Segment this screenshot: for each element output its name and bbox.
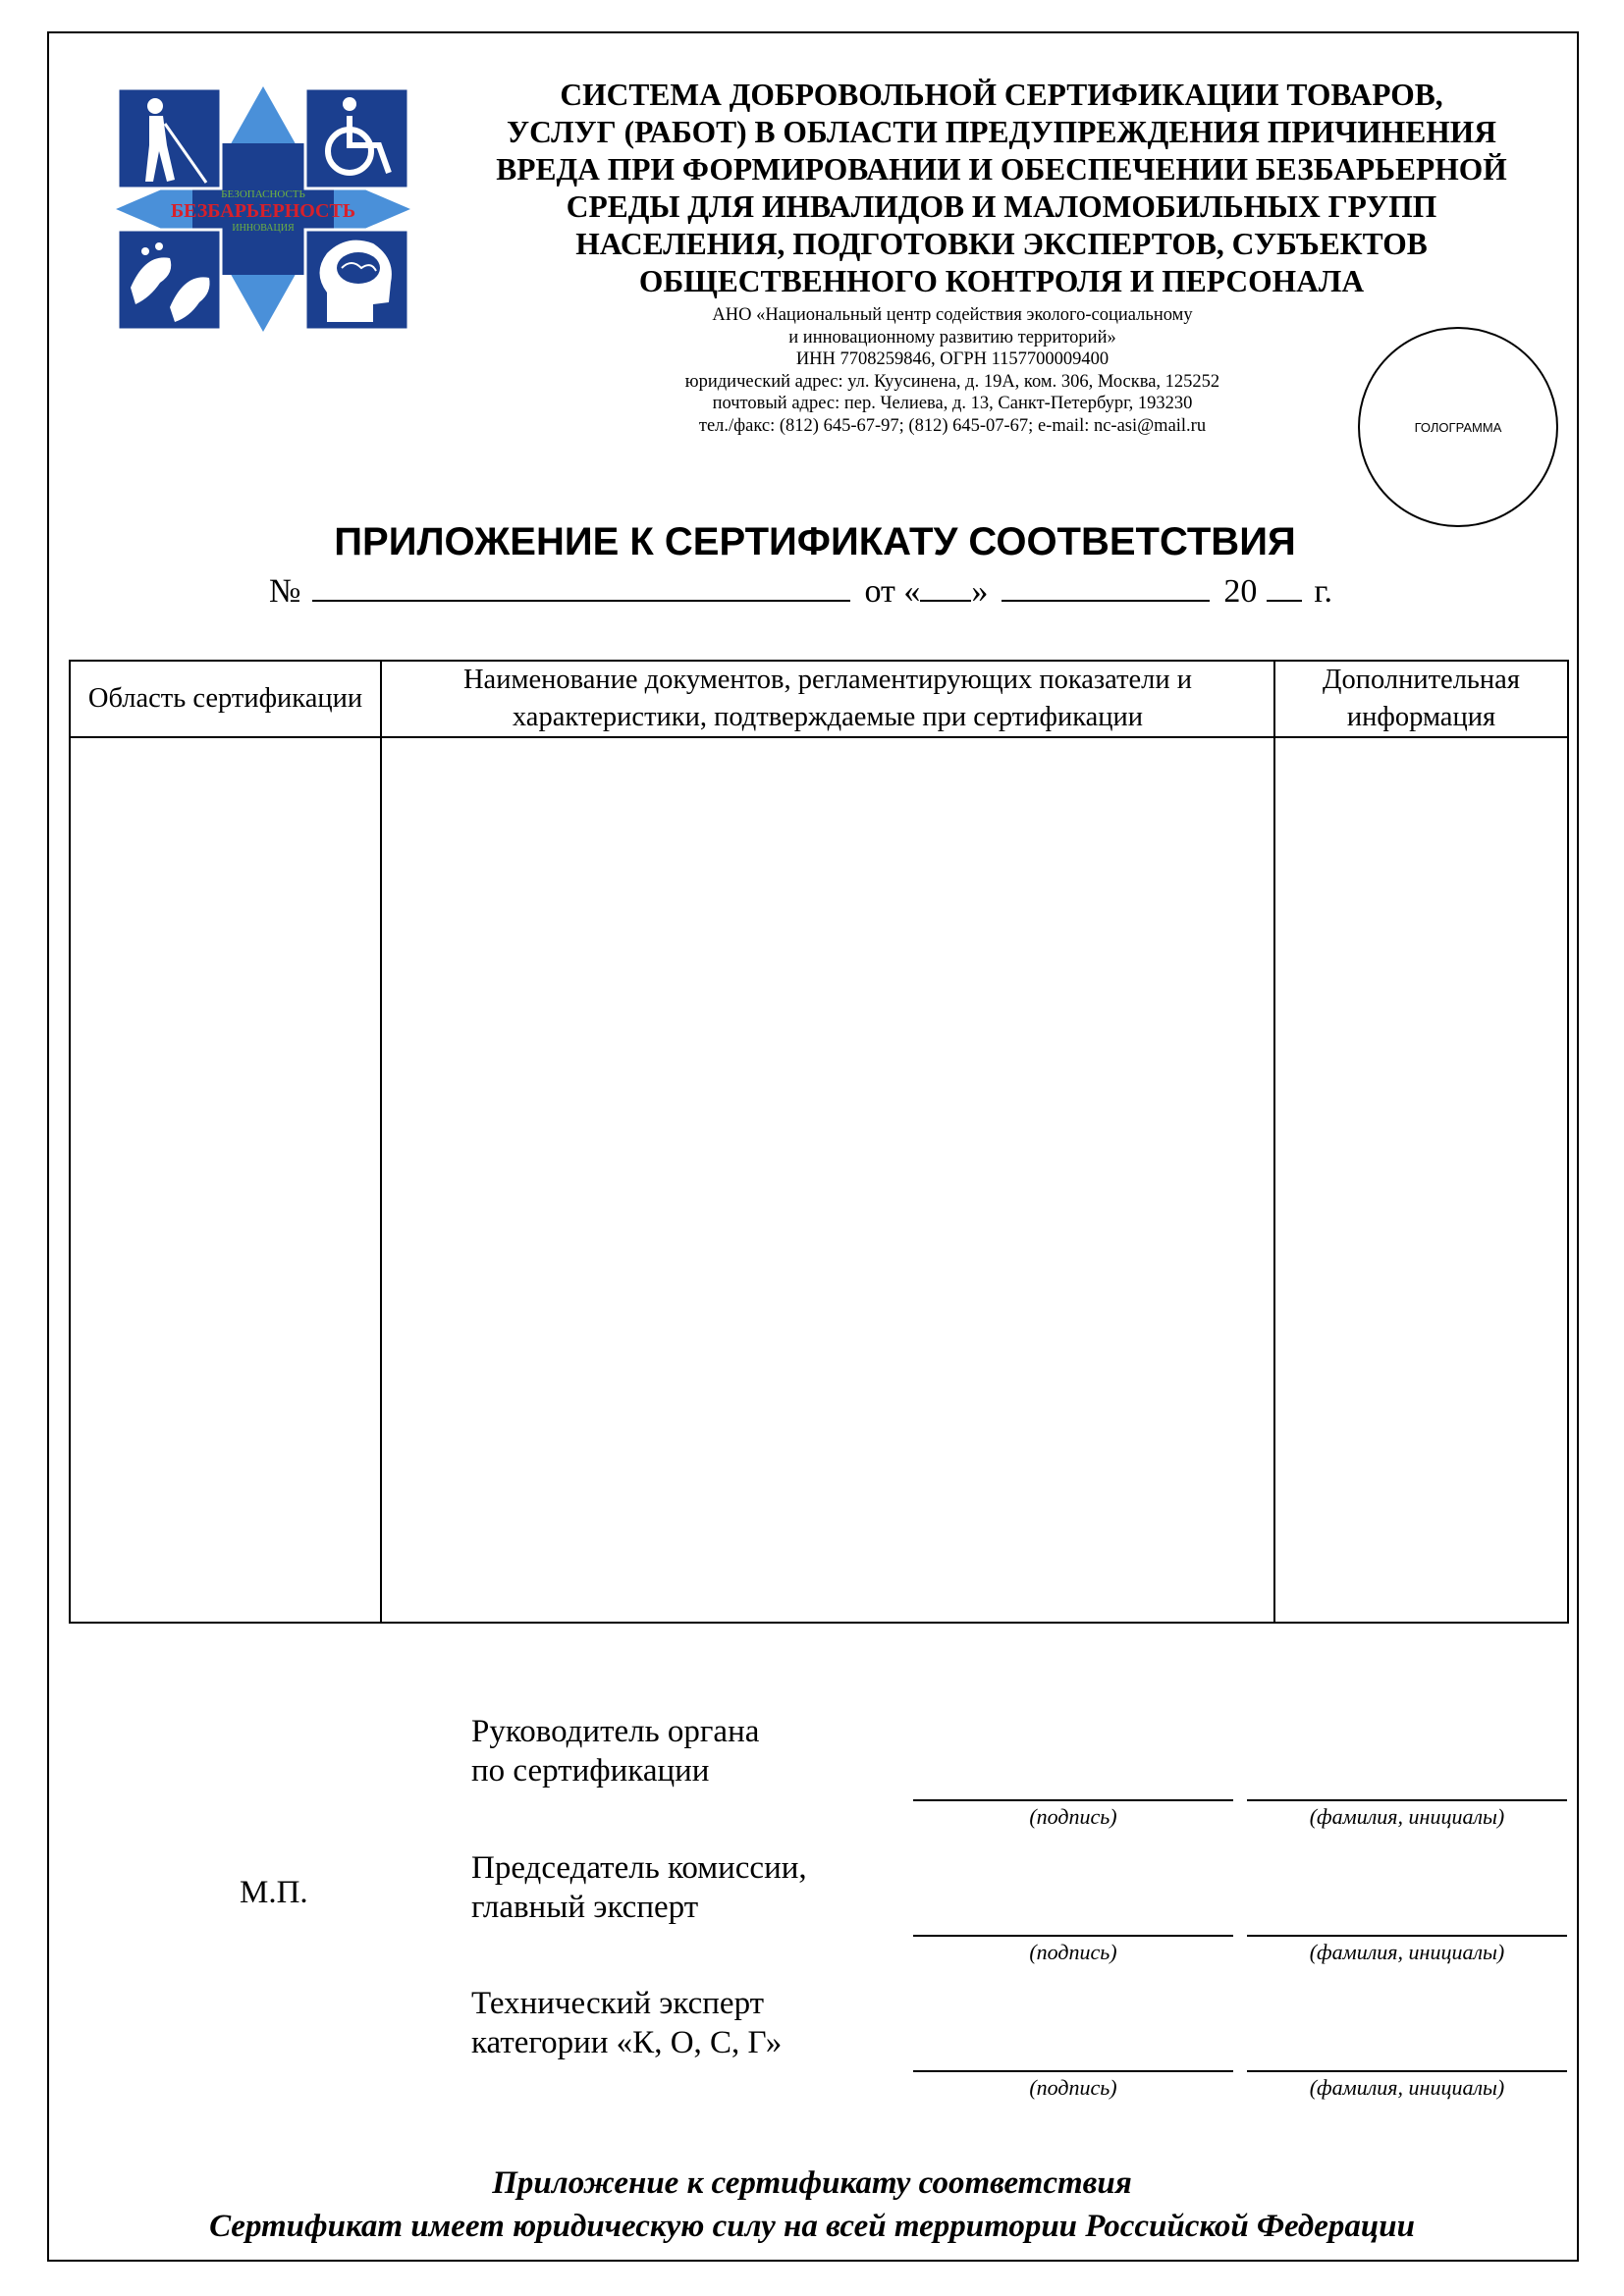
- hologram-placeholder: [1358, 327, 1558, 527]
- date-month-field[interactable]: [1001, 570, 1210, 602]
- signature-caption: (подпись): [1029, 1804, 1117, 1829]
- name-caption: (фамилия, инициалы): [1309, 1940, 1505, 1964]
- org-title-line: СИСТЕМА ДОБРОВОЛЬНОЙ СЕРТИФИКАЦИИ ТОВАРОВ,: [560, 78, 1443, 112]
- organization-title: [432, 77, 1571, 300]
- scope-cell[interactable]: [70, 737, 381, 1623]
- column-header-scope: Область сертификации: [70, 661, 381, 737]
- date-from-label: от «: [864, 573, 921, 610]
- certificate-number-field[interactable]: [312, 570, 850, 602]
- additional-info-cell[interactable]: [1274, 737, 1568, 1623]
- signature-caption: (подпись): [1029, 2075, 1117, 2100]
- certificate-number-line: [269, 570, 1369, 614]
- role-line: Руководитель органа: [471, 1714, 760, 1749]
- org-info-line: тел./факс: (812) 645-67-97; (812) 645-07-67; e-mail: nc-asi@mail.ru: [698, 415, 1207, 436]
- signature-line[interactable]: [913, 1935, 1233, 1937]
- stamp-place-label: М.П.: [240, 1875, 308, 1910]
- date-day-field[interactable]: [920, 570, 971, 602]
- year-suffix: г.: [1314, 573, 1332, 610]
- signer-role-head-of-body: [471, 1712, 759, 1790]
- hologram-label: ГОЛОГРАММА: [1414, 419, 1502, 435]
- org-title-line: СРЕДЫ ДЛЯ ИНВАЛИДОВ И МАЛОМОБИЛЬНЫХ ГРУПП: [566, 189, 1437, 224]
- role-line: по сертификации: [471, 1753, 710, 1789]
- column-header-documents: Наименование документов, регламентирующих показатели и характеристики, подтверждаемые при сертификации: [381, 661, 1274, 737]
- signer-role-technical-expert: [471, 1984, 782, 2062]
- role-line: категории «К, О, С, Г»: [471, 2025, 783, 2060]
- svg-text:БЕЗОПАСНОСТЬ: БЕЗОПАСНОСТЬ: [221, 188, 305, 200]
- org-info-line: и инновационному развитию территорий»: [788, 327, 1116, 347]
- number-sign: №: [269, 573, 301, 610]
- role-line: главный эксперт: [471, 1890, 699, 1925]
- date-year-field[interactable]: [1267, 570, 1302, 602]
- name-caption: (фамилия, инициалы): [1309, 1804, 1505, 1829]
- role-line: Технический эксперт: [471, 1986, 765, 2021]
- org-info-line: юридический адрес: ул. Куусинена, д. 19А, ком. 306, Москва, 125252: [684, 371, 1220, 392]
- org-title-line: НАСЕЛЕНИЯ, ПОДГОТОВКИ ЭКСПЕРТОВ, СУБЪЕКТОВ: [575, 227, 1428, 261]
- organization-logo: [116, 86, 410, 332]
- name-line[interactable]: [1247, 1799, 1567, 1801]
- table-row: [70, 737, 1568, 1623]
- svg-text:ИННОВАЦИЯ: ИННОВАЦИЯ: [232, 223, 295, 234]
- name-line[interactable]: [1247, 2070, 1567, 2072]
- footer-validity-note: Сертификат имеет юридическую силу на всей территории Российской Федерации: [209, 2209, 1415, 2244]
- svg-text:БЕЗБАРЬЕРНОСТЬ: БЕЗБАРЬЕРНОСТЬ: [170, 200, 356, 222]
- signer-role-commission-chairman: [471, 1848, 807, 1927]
- signature-line[interactable]: [913, 2070, 1233, 2072]
- footer-title: Приложение к сертификату соответствия: [492, 2165, 1132, 2201]
- org-info-line: ИНН 7708259846, ОГРН 1157700009400: [795, 349, 1110, 369]
- table-header-row: [70, 661, 1568, 737]
- org-title-line: УСЛУГ (РАБОТ) В ОБЛАСТИ ПРЕДУПРЕЖДЕНИЯ ПРИЧИНЕНИЯ: [507, 115, 1496, 149]
- organization-details: [550, 304, 1355, 437]
- name-line[interactable]: [1247, 1935, 1567, 1937]
- document-title: ПРИЛОЖЕНИЕ К СЕРТИФИКАТУ СООТВЕТСТВИЯ: [334, 520, 1296, 563]
- org-info-line: АНО «Национальный центр содействия эколого-социальному: [712, 305, 1193, 325]
- org-title-line: ОБЩЕСТВЕННОГО КОНТРОЛЯ И ПЕРСОНАЛА: [638, 264, 1365, 298]
- role-line: Председатель комиссии,: [471, 1850, 807, 1886]
- name-caption: (фамилия, инициалы): [1309, 2075, 1505, 2100]
- org-title-line: ВРЕДА ПРИ ФОРМИРОВАНИИ И ОБЕСПЕЧЕНИИ БЕЗБАРЬЕРНОЙ: [496, 152, 1507, 187]
- documents-cell[interactable]: [381, 737, 1274, 1623]
- signature-caption: (подпись): [1029, 1940, 1117, 1964]
- date-quote-close: »: [971, 573, 989, 610]
- column-header-additional-info: Дополнительная информация: [1274, 661, 1568, 737]
- certification-table: [69, 660, 1569, 1624]
- year-label: 20: [1223, 573, 1258, 610]
- signature-line[interactable]: [913, 1799, 1233, 1801]
- org-info-line: почтовый адрес: пер. Челиева, д. 13, Санкт-Петербург, 193230: [712, 394, 1193, 413]
